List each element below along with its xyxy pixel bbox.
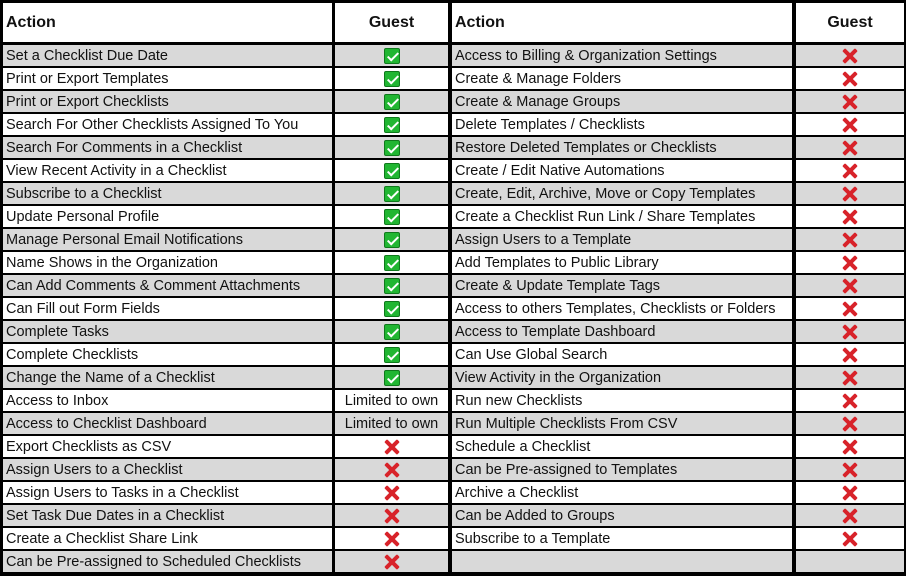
cross-icon [842,324,858,340]
right-action-cell: Create / Edit Native Automations [452,160,792,181]
left-action-cell: Complete Tasks [3,321,332,342]
left-action-cell: Name Shows in the Organization [3,252,332,273]
check-icon [384,163,400,179]
right-action-cell: Access to Billing & Organization Settings [452,45,792,66]
right-action-cell: Access to others Templates, Checklists or Folders [452,298,792,319]
left-action-cell: Print or Export Templates [3,68,332,89]
left-guest-cell [335,206,448,227]
right-action-cell: Create, Edit, Archive, Move or Copy Templates [452,183,792,204]
left-action-cell: Set a Checklist Due Date [3,45,332,66]
check-icon [384,301,400,317]
left-guest-cell [335,482,448,503]
left-guest-cell [335,229,448,250]
left-action-cell: Print or Export Checklists [3,91,332,112]
cross-icon [842,393,858,409]
cross-icon [842,140,858,156]
cross-icon [384,439,400,455]
header-action-right: Action [452,3,792,42]
right-action-cell: Can Use Global Search [452,344,792,365]
right-guest-cell [796,482,904,503]
right-guest-cell [796,344,904,365]
cross-icon [842,163,858,179]
cross-icon [384,462,400,478]
cross-icon [384,531,400,547]
left-guest-cell [335,275,448,296]
cross-icon [842,278,858,294]
left-guest-cell [335,321,448,342]
left-action-cell: Access to Checklist Dashboard [3,413,332,434]
right-guest-cell [796,298,904,319]
left-guest-cell [335,45,448,66]
cross-icon [842,439,858,455]
cross-icon [842,508,858,524]
check-icon [384,186,400,202]
right-guest-cell [796,528,904,549]
left-guest-cell [335,459,448,480]
right-action-cell: Run new Checklists [452,390,792,411]
left-action-cell: Export Checklists as CSV [3,436,332,457]
right-action-cell [452,551,792,572]
guest-access-text: Limited to own [344,415,439,432]
check-icon [384,278,400,294]
right-action-cell: Add Templates to Public Library [452,252,792,273]
cross-icon [842,462,858,478]
right-guest-cell [796,91,904,112]
right-action-cell: Restore Deleted Templates or Checklists [452,137,792,158]
cross-icon [842,416,858,432]
right-action-cell: Create & Manage Groups [452,91,792,112]
right-action-cell: Create a Checklist Run Link / Share Templates [452,206,792,227]
check-icon [384,209,400,225]
left-action-cell: Set Task Due Dates in a Checklist [3,505,332,526]
left-guest-cell [335,436,448,457]
right-guest-cell [796,137,904,158]
right-action-cell: Can be Pre-assigned to Templates [452,459,792,480]
left-action-cell: Assign Users to Tasks in a Checklist [3,482,332,503]
right-guest-cell [796,206,904,227]
right-guest-cell [796,551,904,572]
right-guest-cell [796,229,904,250]
cross-icon [842,301,858,317]
left-action-cell: Search For Comments in a Checklist [3,137,332,158]
cross-icon [842,370,858,386]
cross-icon [842,71,858,87]
right-guest-cell [796,321,904,342]
left-guest-cell [335,252,448,273]
guest-access-text: Limited to own [344,392,439,409]
cross-icon [384,554,400,570]
cross-icon [842,117,858,133]
left-guest-cell [335,367,448,388]
right-guest-cell [796,275,904,296]
cross-icon [384,508,400,524]
right-action-cell: Subscribe to a Template [452,528,792,549]
cross-icon [842,347,858,363]
left-guest-cell [335,413,448,434]
right-action-cell: Assign Users to a Template [452,229,792,250]
check-icon [384,232,400,248]
left-action-cell: Subscribe to a Checklist [3,183,332,204]
cross-icon [842,485,858,501]
left-guest-cell [335,183,448,204]
header-guest-right: Guest [796,3,904,42]
left-guest-cell [335,390,448,411]
cross-icon [842,209,858,225]
cross-icon [384,485,400,501]
right-action-cell: Archive a Checklist [452,482,792,503]
left-action-cell: Complete Checklists [3,344,332,365]
cross-icon [842,531,858,547]
check-icon [384,117,400,133]
left-action-cell: Can Add Comments & Comment Attachments [3,275,332,296]
check-icon [384,140,400,156]
right-action-cell: Run Multiple Checklists From CSV [452,413,792,434]
left-guest-cell [335,114,448,135]
left-action-cell: Can Fill out Form Fields [3,298,332,319]
left-action-cell: Change the Name of a Checklist [3,367,332,388]
left-action-cell: Update Personal Profile [3,206,332,227]
header-action-left: Action [3,3,332,42]
right-guest-cell [796,367,904,388]
left-guest-cell [335,505,448,526]
left-action-cell: Manage Personal Email Notifications [3,229,332,250]
right-guest-cell [796,160,904,181]
cross-icon [842,94,858,110]
right-action-cell: Delete Templates / Checklists [452,114,792,135]
right-action-cell: Create & Manage Folders [452,68,792,89]
right-guest-cell [796,459,904,480]
right-action-cell: View Activity in the Organization [452,367,792,388]
right-guest-cell [796,390,904,411]
check-icon [384,255,400,271]
left-action-cell: Create a Checklist Share Link [3,528,332,549]
right-guest-cell [796,505,904,526]
check-icon [384,324,400,340]
header-guest-left: Guest [335,3,448,42]
left-action-cell: View Recent Activity in a Checklist [3,160,332,181]
right-guest-cell [796,45,904,66]
left-guest-cell [335,344,448,365]
right-guest-cell [796,183,904,204]
left-action-cell: Access to Inbox [3,390,332,411]
left-action-cell: Can be Pre-assigned to Scheduled Checklists [3,551,332,572]
cross-icon [842,186,858,202]
left-action-cell: Search For Other Checklists Assigned To You [3,114,332,135]
right-guest-cell [796,436,904,457]
cross-icon [842,232,858,248]
left-guest-cell [335,68,448,89]
right-guest-cell [796,413,904,434]
cross-icon [842,48,858,64]
right-action-cell: Schedule a Checklist [452,436,792,457]
check-icon [384,48,400,64]
check-icon [384,94,400,110]
right-action-cell: Create & Update Template Tags [452,275,792,296]
right-guest-cell [796,68,904,89]
right-action-cell: Can be Added to Groups [452,505,792,526]
cross-icon [842,255,858,271]
left-guest-cell [335,551,448,572]
left-guest-cell [335,298,448,319]
check-icon [384,71,400,87]
right-guest-cell [796,252,904,273]
left-guest-cell [335,160,448,181]
left-guest-cell [335,137,448,158]
check-icon [384,370,400,386]
left-guest-cell [335,528,448,549]
left-guest-cell [335,91,448,112]
right-guest-cell [796,114,904,135]
check-icon [384,347,400,363]
right-action-cell: Access to Template Dashboard [452,321,792,342]
left-action-cell: Assign Users to a Checklist [3,459,332,480]
